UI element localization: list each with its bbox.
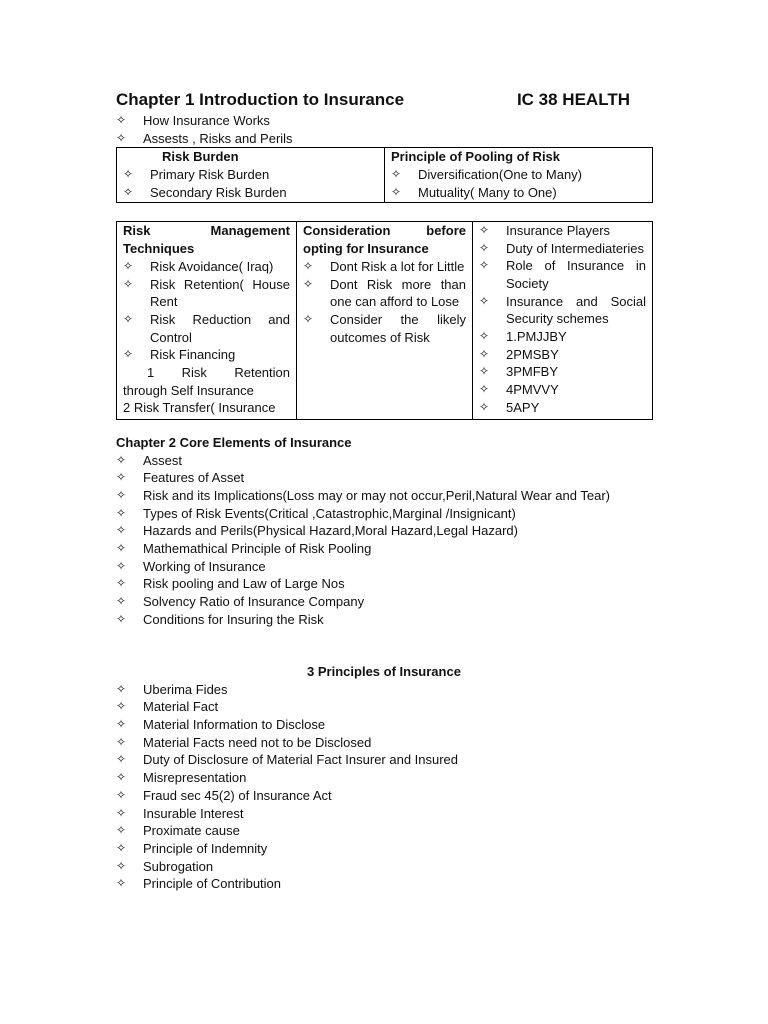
list-item — [391, 184, 646, 202]
risk-burden-list — [123, 166, 378, 201]
list-item-text: How Insurance Works — [143, 113, 270, 128]
list-item-text: 2PMSBY — [506, 346, 559, 362]
list-item — [116, 875, 652, 893]
bullet-star-icon: ✧ — [303, 258, 314, 273]
list-item-text: Principle of Contribution — [143, 876, 282, 892]
list-item-text: Assest — [143, 452, 183, 468]
page-title: Chapter 1 Introduction to Insurance — [116, 90, 405, 109]
risk-burden-cell — [117, 148, 385, 202]
chapter3-title: 3 Principles of Insurance — [307, 663, 461, 679]
list-item-text: Risk Retention( House Rent — [150, 276, 290, 310]
list-item — [116, 734, 652, 752]
list-item-text: Material Facts need not to be Disclosed — [143, 734, 372, 750]
list-item — [116, 805, 652, 823]
list-item-text: Diversification(One to Many) — [418, 167, 582, 183]
list-item-text: Solvency Ratio of Insurance Company — [143, 594, 365, 610]
bullet-star-icon: ✧ — [479, 399, 490, 414]
bullet-star-icon: ✧ — [116, 681, 127, 696]
list-item — [116, 575, 652, 593]
list-item — [116, 593, 652, 611]
list-item — [391, 166, 646, 184]
bullet-star-icon: ✧ — [479, 222, 490, 237]
insurance-players-cell — [473, 221, 653, 419]
bullet-star-icon: ✧ — [116, 558, 127, 573]
bullet-star-icon: ✧ — [116, 716, 127, 731]
list-item-text: Proximate cause — [143, 823, 240, 839]
bullet-star-icon: ✧ — [116, 487, 127, 502]
list-item — [479, 293, 646, 328]
list-item-text: Uberima Fides — [143, 681, 228, 697]
bullet-star-icon: ✧ — [116, 452, 127, 467]
list-item-text: Material Fact — [143, 699, 219, 715]
list-item — [479, 363, 646, 381]
list-item — [116, 487, 652, 505]
bullet-star-icon: ✧ — [391, 167, 402, 182]
list-item — [479, 381, 646, 399]
bullet-star-icon: ✧ — [116, 113, 127, 127]
risk-management-header: Risk Management Techniques — [123, 222, 290, 256]
risk-management-table — [116, 221, 653, 420]
list-item-text: 1.PMJJBY — [506, 329, 567, 345]
list-item — [123, 346, 290, 364]
list-item-text: Principle of Indemnity — [143, 840, 268, 856]
list-item-text: Risk Reduction and Control — [150, 311, 290, 345]
risk-management-list — [123, 258, 290, 364]
bullet-star-icon: ✧ — [116, 541, 127, 556]
list-item — [116, 130, 652, 148]
list-item — [123, 184, 378, 202]
risk-transfer-line: 2 Risk Transfer( Insurance — [123, 400, 276, 416]
bullet-star-icon: ✧ — [116, 734, 127, 749]
list-item — [303, 311, 466, 346]
list-item — [116, 558, 652, 576]
consideration-cell — [297, 221, 473, 419]
list-item-text: Duty of Disclosure of Material Fact Insurer and Insured — [143, 752, 459, 768]
bullet-star-icon: ✧ — [116, 858, 127, 873]
list-item-text: 3PMFBY — [506, 364, 559, 380]
list-item — [303, 276, 466, 311]
list-item — [116, 698, 652, 716]
list-item — [479, 399, 646, 417]
list-item-text: Material Information to Disclose — [143, 716, 326, 732]
list-item — [116, 822, 652, 840]
bullet-star-icon: ✧ — [123, 167, 134, 182]
list-item-text: Hazards and Perils(Physical Hazard,Moral Hazard,Legal Hazard) — [143, 523, 518, 539]
list-item-text: Dont Risk a lot for Little — [330, 258, 465, 274]
list-item-text: Conditions for Insuring the Risk — [143, 611, 324, 627]
bullet-star-icon: ✧ — [116, 840, 127, 855]
bullet-star-icon: ✧ — [116, 787, 127, 802]
consideration-list — [303, 258, 466, 347]
bullet-star-icon: ✧ — [123, 276, 134, 291]
list-item-text: Assests , Risks and Perils — [143, 130, 293, 146]
list-item — [116, 681, 652, 699]
list-item-text: Working of Insurance — [143, 558, 266, 574]
list-item-text: 5APY — [506, 399, 540, 415]
bullet-star-icon: ✧ — [116, 130, 127, 145]
bullet-star-icon: ✧ — [303, 311, 314, 326]
list-item — [479, 346, 646, 364]
list-item-text: Dont Risk more than one can afford to Lose — [330, 276, 466, 310]
pooling-list — [391, 166, 646, 201]
list-item — [116, 787, 652, 805]
list-item-text: Risk Financing — [150, 347, 236, 363]
list-item — [479, 240, 646, 258]
list-item — [123, 166, 378, 184]
list-item-text: Risk Avoidance( Iraq) — [150, 258, 274, 274]
bullet-star-icon: ✧ — [116, 576, 127, 591]
list-item-text: Risk pooling and Law of Large Nos — [143, 576, 345, 592]
list-item — [116, 522, 652, 540]
consideration-header: Consideration before opting for Insurance — [303, 222, 466, 256]
risk-management-cell — [117, 221, 297, 419]
insurance-players-list — [479, 222, 646, 417]
bullet-star-icon: ✧ — [116, 505, 127, 520]
bullet-star-icon: ✧ — [116, 470, 127, 485]
list-item — [116, 505, 652, 523]
list-item — [479, 222, 646, 240]
bullet-star-icon: ✧ — [391, 185, 402, 200]
bullet-star-icon: ✧ — [479, 382, 490, 397]
bullet-star-icon: ✧ — [116, 752, 127, 767]
risk-retention-line: 1 Risk Retention through Self Insurance — [123, 365, 290, 398]
list-item — [123, 258, 290, 276]
chapter2-title: Chapter 2 Core Elements of Insurance — [116, 434, 352, 450]
list-item — [479, 257, 646, 292]
bullet-star-icon: ✧ — [479, 293, 490, 308]
bullet-star-icon: ✧ — [116, 770, 127, 785]
bullet-star-icon: ✧ — [479, 258, 490, 273]
bullet-star-icon: ✧ — [123, 347, 134, 362]
list-item — [116, 112, 652, 130]
chapter3-list — [116, 681, 652, 893]
list-item — [116, 858, 652, 876]
list-item-text: Consider the likely outcomes of Risk — [330, 311, 466, 345]
document-page — [116, 88, 652, 893]
bullet-star-icon: ✧ — [116, 876, 127, 891]
bullet-star-icon: ✧ — [479, 346, 490, 361]
risk-burden-header: Risk Burden — [162, 149, 239, 165]
list-item-text: Role of Insurance in Society — [506, 258, 646, 291]
bullet-star-icon: ✧ — [116, 523, 127, 538]
risk-burden-table — [116, 147, 653, 202]
bullet-star-icon: ✧ — [116, 805, 127, 820]
list-item — [303, 258, 466, 276]
list-item-text: Fraud sec 45(2) of Insurance Act — [143, 787, 332, 803]
list-item — [116, 769, 652, 787]
list-item-text: Mutuality( Many to One) — [418, 185, 557, 201]
bullet-star-icon: ✧ — [479, 364, 490, 379]
pooling-cell — [385, 148, 653, 202]
bullet-star-icon: ✧ — [123, 258, 134, 273]
list-item — [116, 611, 652, 629]
bullet-star-icon: ✧ — [479, 240, 490, 255]
list-item — [116, 751, 652, 769]
bullet-star-icon: ✧ — [116, 699, 127, 714]
bullet-star-icon: ✧ — [123, 311, 134, 326]
list-item — [116, 840, 652, 858]
list-item-text: Primary Risk Burden — [150, 167, 270, 183]
list-item-text: Types of Risk Events(Critical ,Catastrophic,Marginal /Insignicant) — [143, 505, 516, 521]
list-item-text: Mathemathical Principle of Risk Pooling — [143, 541, 372, 557]
list-item-text: Misrepresentation — [143, 770, 247, 786]
bullet-star-icon: ✧ — [303, 276, 314, 291]
list-item-text: Insurable Interest — [143, 805, 244, 821]
list-item — [116, 469, 652, 487]
list-item-text: Risk and its Implications(Loss may or may not occur,Peril,Natural Wear and Tear) — [143, 487, 610, 503]
list-item — [123, 311, 290, 346]
list-item-text: Duty of Intermediateries — [506, 240, 645, 256]
bullet-star-icon: ✧ — [116, 594, 127, 609]
list-item — [116, 452, 652, 470]
chapter2-list — [116, 452, 652, 629]
chapter1-list — [116, 112, 652, 147]
list-item — [116, 716, 652, 734]
bullet-star-icon: ✧ — [479, 329, 490, 344]
list-item-text: Insurance Players — [506, 222, 611, 238]
list-item — [116, 540, 652, 558]
list-item-text: Secondary Risk Burden — [150, 185, 287, 201]
list-item-text: Features of Asset — [143, 470, 245, 486]
title-row — [116, 88, 652, 112]
pooling-header: Principle of Pooling of Risk — [391, 149, 561, 165]
list-item-text: 4PMVVY — [506, 382, 559, 398]
list-item-text: Insurance and Social Security schemes — [506, 293, 646, 327]
list-item — [479, 328, 646, 346]
bullet-star-icon: ✧ — [116, 823, 127, 838]
course-code: IC 38 HEALTH — [516, 90, 630, 109]
list-item-text: Subrogation — [143, 858, 214, 874]
bullet-star-icon: ✧ — [116, 611, 127, 626]
list-item — [123, 276, 290, 311]
bullet-star-icon: ✧ — [123, 185, 134, 200]
